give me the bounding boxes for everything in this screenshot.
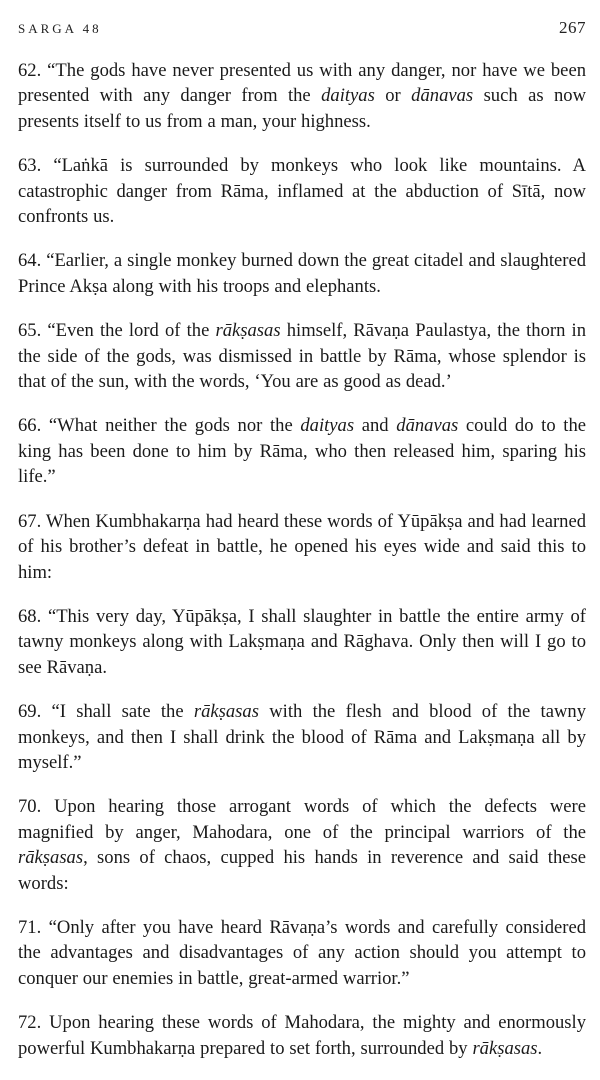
page-body xyxy=(18,58,586,1080)
verse-text: 72. Upon hearing these words of Mahodara, the mighty and enormously powerful Kumbhakarṇa prepared to set forth, surrounded by xyxy=(18,1012,586,1059)
verse-paragraph xyxy=(18,794,586,896)
page-number: 267 xyxy=(559,18,586,37)
italic-term: rākṣasas xyxy=(193,701,259,723)
verse-paragraph xyxy=(18,509,586,585)
italic-term: dānavas xyxy=(411,85,474,107)
verse-text: , sons of chaos, cupped his hands in reverence and said these words: xyxy=(18,847,586,894)
verse-text: 65. “Even the lord of the xyxy=(18,320,216,342)
verse-paragraph xyxy=(18,413,586,489)
verse-text: such as now presents itself to us from a man, your highness. xyxy=(18,85,587,132)
verse-text: . xyxy=(537,1037,543,1059)
running-head: SARGA 48 xyxy=(18,21,102,36)
verse-text: could do to the king has been done to him by Rāma, who then released him, sparing his life.” xyxy=(18,415,587,488)
verse-text: 62. “The gods have never presented us with any danger, nor have we been presented with any danger from the xyxy=(18,60,586,107)
verse-paragraph xyxy=(18,318,586,394)
verse-text: 64. “Earlier, a single monkey burned down the great citadel and slaughtered Prince Akṣa along with his troops and elephants. xyxy=(18,250,586,297)
verse-text: with the flesh and blood of the tawny monkeys, and then I shall drink the blood of Rāma and Lakṣmaṇa all by myself.” xyxy=(18,701,586,773)
verse-paragraph xyxy=(18,153,586,229)
verse-text: 71. “Only after you have heard Rāvaṇa’s words and carefully considered the advantages and disadvantages of any action should you attempt to conquer our enemies in battle, great-armed warrior.” xyxy=(18,916,586,989)
italic-term: dānavas xyxy=(396,415,459,437)
verse-paragraph xyxy=(18,699,586,775)
verse-text: himself, Rāvaṇa Paulastya, the thorn in the side of the gods, was dismissed in battle by Rāma, whose splendor is that of the sun, with the words, ‘You are as good as dead.’ xyxy=(18,320,586,393)
italic-term: daityas xyxy=(321,85,375,107)
italic-term: rākṣasas xyxy=(18,847,84,869)
verse-paragraph xyxy=(18,604,586,680)
verse-text: 63. “Laṅkā is surrounded by monkeys who look like mountains. A catastrophic danger from Rāma, inflamed at the abduction of Sītā, now confronts us. xyxy=(18,155,586,228)
verse-paragraph xyxy=(18,915,586,991)
italic-term: daityas xyxy=(300,415,355,437)
page-header xyxy=(18,18,586,38)
italic-term: rākṣasas xyxy=(472,1037,538,1059)
verse-paragraph xyxy=(18,58,586,134)
verse-text: 66. “What neither the gods nor the xyxy=(18,415,301,437)
verse-paragraph xyxy=(18,248,586,299)
verse-text: 70. Upon hearing those arrogant words of which the defects were magnified by anger, Mahodara, one of the principal warriors of the xyxy=(18,796,586,843)
verse-text: or xyxy=(374,85,412,107)
verse-text: 67. When Kumbhakarṇa had heard these words of Yūpākṣa and had learned of his brother’s defeat in battle, he opened his eyes wide and said this to him: xyxy=(18,510,586,583)
verse-text: 69. “I shall sate the xyxy=(18,701,194,723)
verse-paragraph xyxy=(18,1010,586,1061)
italic-term: rākṣasas xyxy=(215,320,281,342)
verse-text: and xyxy=(354,415,397,437)
verse-text: 68. “This very day, Yūpākṣa, I shall slaughter in battle the entire army of tawny monkeys along with Lakṣmaṇa and Rāghava. Only then will I go to see Rāvaṇa. xyxy=(18,605,586,678)
